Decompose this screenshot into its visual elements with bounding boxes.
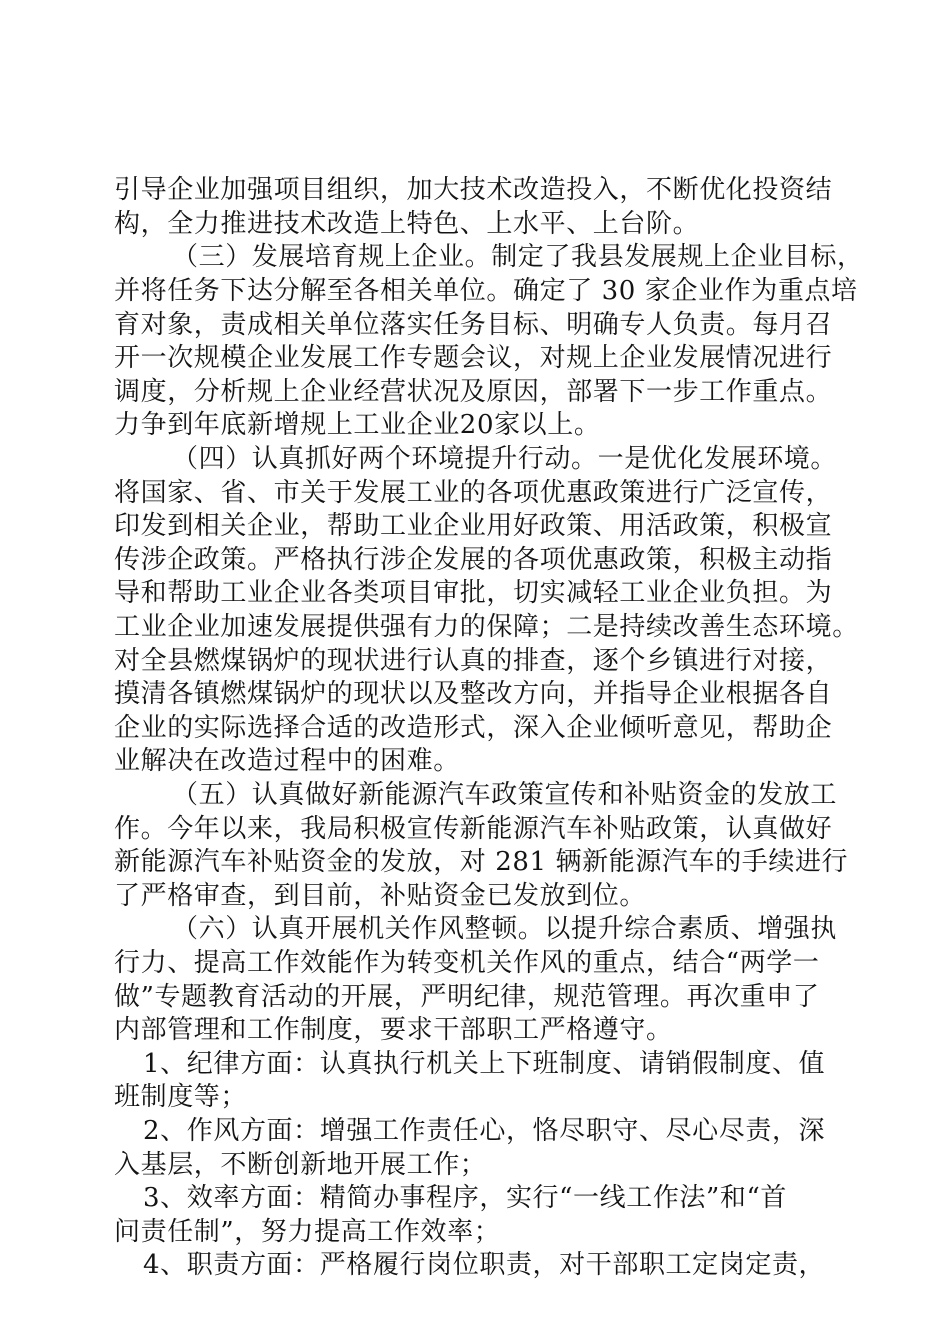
- text-line: 入基层，不断创新地开展工作；: [114, 1150, 487, 1180]
- text-line: 行力、提高工作效能作为转变机关作风的重点，结合“两学一: [114, 948, 820, 978]
- text-line: 将国家、省、市关于发展工业的各项优惠政策进行广泛宣传，: [114, 478, 833, 508]
- text-line: 构，全力推进技术改造上特色、上水平、上台阶。: [114, 209, 700, 239]
- text-line: 力争到年底新增规上工业企业20家以上。: [114, 410, 601, 440]
- text-line: 企业的实际选择合适的改造形式，深入企业倾听意见，帮助企: [114, 713, 833, 743]
- text-line: 3、效率方面：精简办事程序，实行“一线工作法”和“首: [143, 1183, 788, 1213]
- text-line: 作。今年以来，我局积极宣传新能源汽车补贴政策，认真做好: [114, 814, 833, 844]
- text-line: （三）发展培育规上企业。制定了我县发展规上企业目标，: [172, 242, 864, 272]
- text-line: 做”专题教育活动的开展，严明纪律，规范管理。再次重申了: [114, 982, 820, 1012]
- text-line: 班制度等；: [114, 1082, 248, 1112]
- text-line: 印发到相关企业，帮助工业企业用好政策、用活政策，积极宣: [114, 511, 833, 541]
- text-line: 导和帮助工业企业各类项目审批，切实减轻工业企业负担。为: [114, 578, 833, 608]
- text-line: 并将任务下达分解至各相关单位。确定了 30 家企业作为重点培: [114, 276, 858, 306]
- text-line: 了严格审查，到目前，补贴资金已发放到位。: [114, 881, 647, 911]
- text-line: 问责任制”，努力提高工作效率；: [114, 1217, 501, 1247]
- text-line: 4、职责方面：严格履行岗位职责，对干部职工定岗定责，: [143, 1250, 826, 1280]
- text-line: （五）认真做好新能源汽车政策宣传和补贴资金的发放工: [172, 780, 838, 810]
- text-line: 2、作风方面：增强工作责任心，恪尽职守、尽心尽责，深: [143, 1116, 826, 1146]
- text-line: 业解决在改造过程中的困难。: [114, 746, 460, 776]
- text-line: 调度，分析规上企业经营状况及原因，部署下一步工作重点。: [114, 377, 833, 407]
- text-line: 摸清各镇燃煤锅炉的现状以及整改方向，并指导企业根据各自: [114, 679, 833, 709]
- text-line: 育对象，责成相关单位落实任务目标、明确专人负责。每月召: [114, 310, 833, 340]
- text-line: 开一次规模企业发展工作专题会议，对规上企业发展情况进行: [114, 343, 833, 373]
- text-line: （四）认真抓好两个环境提升行动。一是优化发展环境。: [172, 444, 838, 474]
- text-line: 内部管理和工作制度，要求干部职工严格遵守。: [114, 1015, 673, 1045]
- text-line: 工业企业加速发展提供强有力的保障；二是持续改善生态环境。: [114, 612, 859, 642]
- text-line: 1、纪律方面：认真执行机关上下班制度、请销假制度、值: [143, 1049, 826, 1079]
- text-line: 引导企业加强项目组织，加大技术改造投入，不断优化投资结: [114, 175, 833, 205]
- text-line: 新能源汽车补贴资金的发放，对 281 辆新能源汽车的手续进行: [114, 847, 849, 877]
- text-line: 对全县燃煤锅炉的现状进行认真的排查，逐个乡镇进行对接，: [114, 646, 833, 676]
- text-line: 传涉企政策。严格执行涉企发展的各项优惠政策，积极主动指: [114, 545, 833, 575]
- text-line: （六）认真开展机关作风整顿。以提升综合素质、增强执: [172, 914, 838, 944]
